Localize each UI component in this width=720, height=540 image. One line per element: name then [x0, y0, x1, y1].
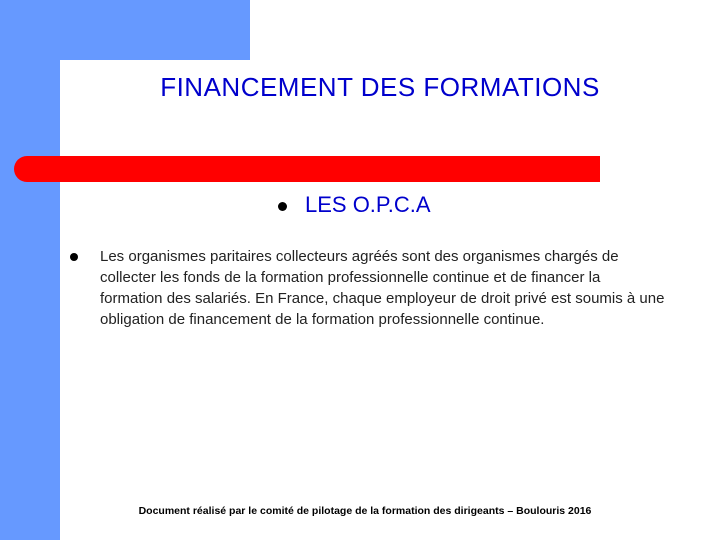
bullet-icon: [70, 253, 78, 261]
subtitle-item: [278, 192, 431, 218]
bullet-icon: [278, 202, 287, 211]
decorative-blue-top-band: [0, 0, 250, 60]
decorative-red-bar: [14, 156, 600, 182]
decorative-blue-left-band: [0, 0, 60, 540]
slide-title: FINANCEMENT DES FORMATIONS: [160, 72, 600, 102]
slide-subtitle: LES O.P.C.A: [305, 192, 431, 217]
slide-footer: Document réalisé par le comité de pilotage de la formation des dirigeants – Boulouris 2016: [138, 505, 592, 517]
body-paragraph: Les organismes paritaires collecteurs agréés sont des organismes chargés de collecter les fonds de la formation professionnelle continue et de financer la formation des salariés. En France, chaque employeur de droit privé est soumis à une obligation de financement de la formation professionnelle continue.: [100, 248, 665, 328]
body-list-item: [70, 246, 670, 330]
